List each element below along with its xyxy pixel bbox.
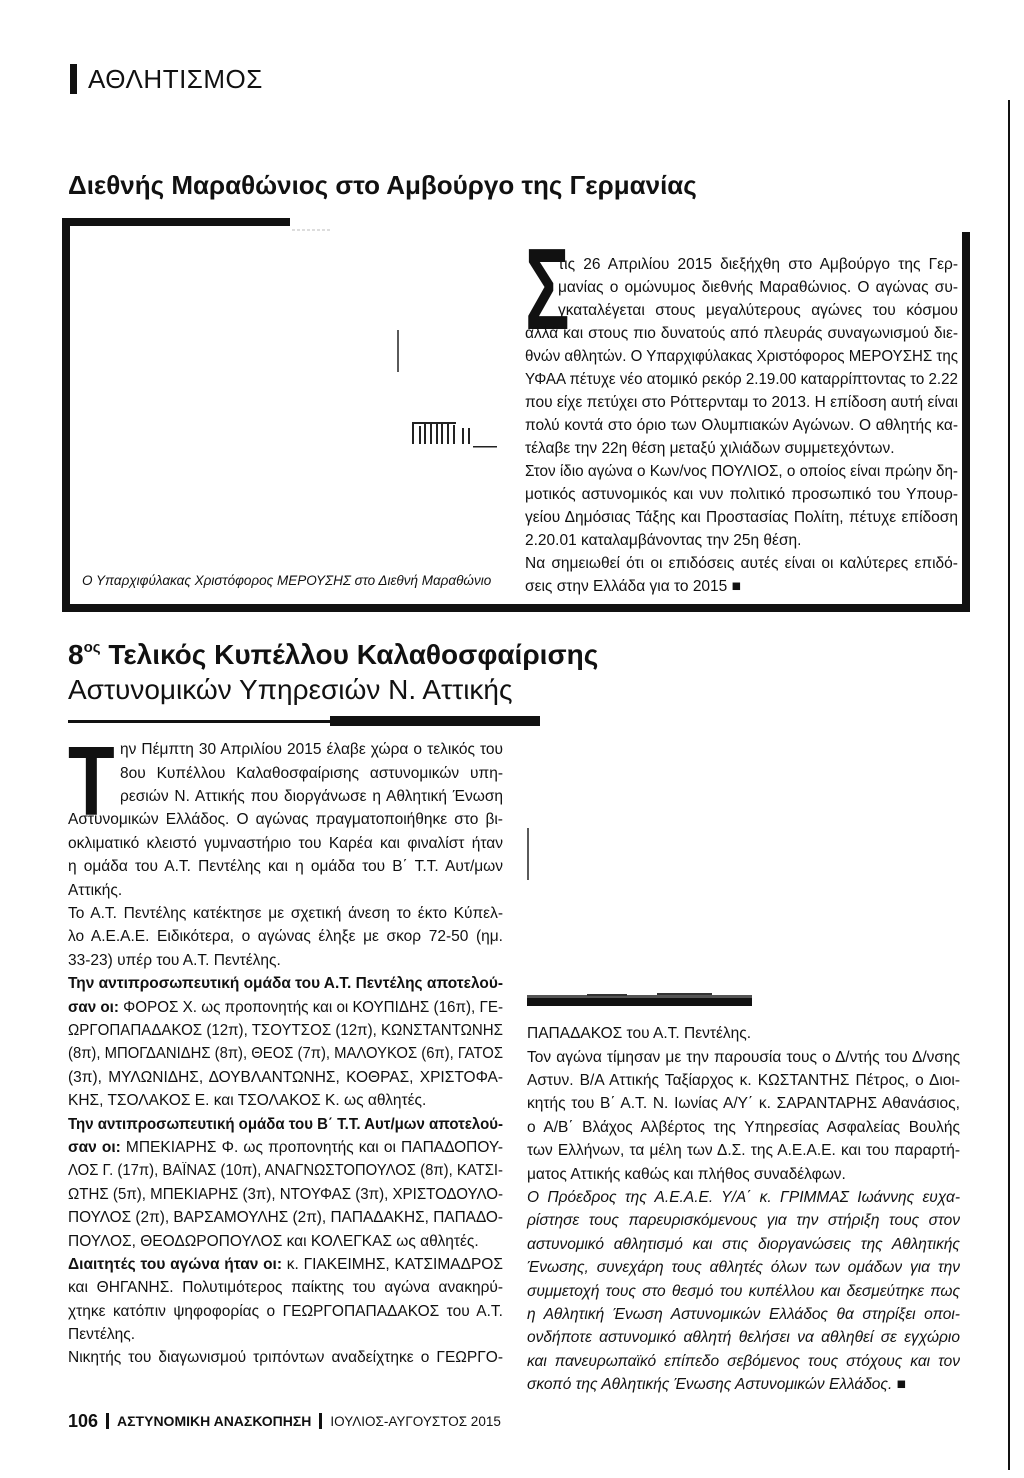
footer-separator	[319, 1413, 322, 1429]
text-bold-lead: Διαιτητές του αγώνα ήταν οι:	[68, 1255, 283, 1273]
basketball-photo	[527, 740, 960, 1010]
text-line: μανίας ο ομώνυμος διεθνής Μαραθώνιος. Ο αγώνας συ-	[558, 279, 959, 296]
text-line: Αττικής.	[68, 881, 123, 899]
text-line: κητής του Β΄ Α.Τ. Ν. Ιωνίας Α/Υ΄ κ. ΣΑΡΑΝΤΑΡΗΣ Αθανάσιος,	[527, 1095, 960, 1113]
text-line: 8ου Κυπέλλου Καλαθοσφαίρισης αστυνομικών υπη-	[120, 764, 504, 782]
text-line-italic: ονδήποτε αστυνομικό αθλητή θελήσει να αθληθεί σε εγχώριο	[527, 1329, 960, 1347]
text-line: πολύ κοντά στο όριο των Ολυμπιακών Αγώνων. Ο αθλητής κα-	[525, 417, 958, 434]
text-line: τις 26 Απριλίου 2015 διεξήχθη στο Αμβούργο της Γερ-	[558, 256, 958, 273]
title-number: 8	[68, 639, 84, 670]
text-line: μοτικός αστυνομικός και νυν πολιτικό προσωπικό του Υπουρ-	[525, 486, 959, 503]
text-line-italic: Ο Πρόεδρος της Α.Ε.Α.Ε. Υ/Α΄ κ. ΓΡΙΜΜΑΣ Ιωάννης ευχα-	[527, 1189, 960, 1207]
text-line: αλλά και στους πιο δυνατούς από πλευράς συναγωνισμού διε-	[525, 325, 959, 342]
article-title	[68, 638, 688, 672]
article-body-column	[525, 253, 958, 598]
text-line-italic: σκοπό της Αθλητικής Ένωσης Αστυνομικών Ελλάδος. ■	[527, 1376, 906, 1394]
article-body-right-column	[527, 1022, 960, 1396]
text-line: οκλιματικό κλειστό γυμναστήριο του Καρέα και φιναλίστ ήταν	[68, 834, 504, 852]
drop-cap: Τ	[68, 726, 115, 836]
text-line: ΩΤΗΣ (5π), ΜΠΕΚΙΑΡΗΣ (3π), ΝΤΟΥΦΑΣ (3π), ΧΡΙΣΤΟΔΟΥΛΟ-	[68, 1185, 504, 1203]
magazine-name: ΑΣΤΥΝΟΜΙΚΗ ΑΝΑΣΚΟΠΗΣΗ	[117, 1413, 312, 1429]
text-line-italic: συμμετοχή τους στο θεσμό του κυπέλλου και δεσμεύτηκε πως	[527, 1282, 961, 1300]
text-bold-lead: σαν οι:	[68, 1138, 121, 1156]
frame-left	[62, 218, 70, 612]
text-line: ΛΟΣ Γ. (17π), ΒΑΪΝΑΣ (10π), ΑΝΑΓΝΩΣΤΟΠΟΥΛΟΣ (8π), ΚΑΤΣΙ-	[68, 1162, 504, 1180]
text-line: Να σημειωθεί ότι οι επιδόσεις αυτές είναι οι καλύτερες επιδό-	[525, 555, 958, 572]
text-line: ην Πέμπτη 30 Απριλίου 2015 έλαβε χώρα ο τελικός του	[120, 741, 504, 759]
page-margin-rule	[1008, 100, 1010, 1470]
title-rule-thick	[330, 716, 540, 726]
text-bold-lead: σαν οι:	[68, 998, 119, 1016]
text-rest: ΦΟΡΟΣ Χ. ως προπονητής και οι ΚΟΥΠΙΔΗΣ (16π), ΓΕ-	[118, 998, 504, 1016]
text-line: 33-23) υπέρ του Α.Τ. Πεντέλης.	[68, 951, 281, 969]
drop-cap: Σ	[525, 224, 570, 354]
text-line: 2.20.01 καταλαμβάνοντας την 25η θέση.	[525, 532, 802, 549]
text-line: ΠΑΠΑΔΑΚΟΣ του Α.Τ. Πεντέλης.	[527, 1025, 752, 1043]
text-line	[68, 1253, 503, 1276]
text-line-italic: και πανευρωπαϊκό επίπεδο σεβόμενος τους στόχους και τον	[527, 1352, 961, 1370]
text-line-bold: Την αντιπροσωπευτική ομάδα του Β΄ Τ.Τ. Αυτ/μων αποτελού-	[68, 1115, 503, 1133]
photo-caption: Ο Υπαρχιφύλακας Χριστόφορος ΜΕΡΟΥΣΗΣ στο Διεθνή Μαραθώνιο	[82, 573, 492, 588]
text-line: ΠΟΥΛΟΣ (2π), ΒΑΡΣΑΜΟΥΛΗΣ (2π), ΠΑΠΑΔΑΚΗΣ, ΠΑΠΑΔΟ-	[68, 1209, 503, 1227]
page-footer	[68, 1409, 501, 1433]
text-line	[68, 996, 504, 1019]
text-line: Το Α.Τ. Πεντέλης κατέκτησε με σχετική άνεση το έκτο Κύπελ-	[68, 905, 503, 923]
text-line: λο Α.Ε.Α.Ε. Ειδικότερα, ο αγώνας έληξε με σκορ 72-50 (ημ.	[68, 928, 503, 946]
text-line: γκαταλέγεται στους μεγαλύτερους αγώνες του κόσμου	[558, 302, 958, 319]
text-line: θνών αθλητών. Ο Υπαρχιφύλακας Χριστόφορος ΜΕΡΟΥΣΗΣ της	[525, 348, 959, 365]
text-line-italic: αστυνομικό αθλητισμό και στις διοργανώσεις της Αθλητικής	[527, 1235, 960, 1253]
title-ordinal: ος	[83, 639, 101, 656]
text-line: σεις στην Ελλάδα για το 2015 ■	[525, 578, 741, 595]
text-rest: κ. ΓΙΑΚΕΙΜΗΣ, ΚΑΤΣΙΜΑΔΡΟΣ	[282, 1255, 503, 1273]
text-line: ΚΗΣ, ΤΣΟΛΑΚΟΣ Ε. και ΤΣΟΛΑΚΟΣ Κ. ως αθλητές.	[68, 1092, 427, 1110]
title-text: Τελικός Κυπέλλου Καλαθοσφαίρισης	[108, 639, 599, 670]
text-line: Στον ίδιο αγώνα ο Κων/νος ΠΟΥΛΙΟΣ, ο οποίος είναι πρώην δη-	[525, 463, 959, 480]
text-line: Νικητής του διαγωνισμού τριπόντων αναδείχτηκε ο ΓΕΩΡΓΟ-	[68, 1349, 503, 1367]
page-number: 106	[68, 1410, 99, 1431]
text-line: ΠΟΥΛΟΣ, ΘΕΟΔΩΡΟΠΟΥΛΟΣ και ΚΟΛΕΓΚΑΣ ως αθλητές.	[68, 1232, 479, 1250]
text-line: η ομάδα του Α.Τ. Πεντέλης και η ομάδα του Β΄ Τ.Τ. Αυτ/μων	[68, 858, 504, 876]
article-subtitle: Αστυνομικών Υπηρεσιών Ν. Αττικής	[68, 674, 513, 705]
text-line: Αστυνομικών Ελλάδος. Ο αγώνας πραγματοποιήθηκε στο βι-	[68, 811, 503, 829]
frame-bottom	[62, 604, 970, 612]
text-line: ΥΦΑΑ πέτυχε νέο ατομικό ρεκόρ 2.19.00 καταρρίπτοντας το 2.22	[525, 371, 958, 388]
text-line: ματος Αττικής καθώς και πλήθος συναδέλφων.	[527, 1165, 846, 1183]
text-line-italic: ρίστησε τους παρευρισκόμενους για την στήριξη τους στον	[527, 1212, 960, 1230]
text-line: ρεσιών Ν. Αττικής που διοργάνωσε η Αθλητική Ένωση	[120, 788, 504, 806]
text-line: τέλαβε την 22η θέση μεταξύ χιλιάδων συμμετεχόντων.	[525, 440, 895, 457]
section-marker-bar	[70, 64, 77, 94]
text-line: ο Α/Β΄ Βλάχος Αλβέρτος της Υπηρεσίας Ασφαλείας Βουλής	[527, 1118, 960, 1136]
text-line: και ΘΗΓΑΝΗΣ. Πολυτιμότερος παίκτης του αγώνα ανακηρύ-	[68, 1279, 504, 1297]
text-line-italic: η Αθλητική Ένωση Αστυνομικών Ελλάδος θα στηρίξει οποι-	[527, 1305, 960, 1323]
frame-top	[62, 218, 290, 226]
issue-date: ΙΟΥΛΙΟΣ-ΑΥΓΟΥΣΤΟΣ 2015	[330, 1413, 501, 1429]
text-line	[68, 1136, 503, 1159]
text-line: γείου Δημόσιας Τάξης και Προστασίας Πολίτη, πέτυχε επίδοση	[525, 509, 958, 526]
frame-right	[962, 232, 970, 612]
article-title: Διεθνής Μαραθώνιος στο Αμβούργο της Γερμανίας	[68, 170, 697, 200]
text-line: Πεντέλης.	[68, 1326, 136, 1344]
text-line: που είχε πετύχει στο Ρόττερνταμ το 2013. Η επίδοση αυτή είναι	[525, 394, 958, 411]
footer-separator	[106, 1413, 109, 1429]
text-rest: ΜΠΕΚΙΑΡΗΣ Φ. ως προπονητής και οι ΠΑΠΑΔΟΠΟΥ-	[120, 1138, 504, 1156]
text-line: χτηκε κατόπιν ψηφοφορίας ο ΓΕΩΡΓΟΠΑΠΑΔΑΚΟΣ του Α.Τ.	[68, 1302, 503, 1320]
text-line-bold: Την αντιπροσωπευτική ομάδα του Α.Τ. Πεντέλης αποτελού-	[68, 975, 504, 993]
text-line: Τον αγώνα τίμησαν με την παρουσία τους ο Δ/ντής του Δ/νσης	[527, 1048, 961, 1066]
text-line: ΩΡΓΟΠΑΠΑΔΑΚΟΣ (12π), ΤΣΟΥΤΣΟΣ (12π), ΚΩΝΣΤΑΝΤΩΝΗΣ	[68, 1021, 503, 1039]
text-line-italic: Ένωσης, συνεχάρη τους αθλητές όλων των ομάδων για την	[527, 1259, 961, 1277]
section-label: ΑΘΛΗΤΙΣΜΟΣ	[88, 64, 263, 94]
text-line: Αστυν. Β/Α Αττικής Ταξίαρχος κ. ΚΩΣΤΑΝΤΗΣ Πέτρος, ο Διοι-	[527, 1072, 961, 1090]
text-line: (8π), ΜΠΟΓΔΑΝΙΔΗΣ (8π), ΘΕΟΣ (7π), ΜΑΛΟΥΚΟΣ (6π), ΓΑΤΟΣ	[68, 1045, 504, 1063]
text-line: των Ελλήνων, τα μέλη των Δ.Σ. της Α.Ε.Α.Ε. και του παραρτή-	[527, 1142, 961, 1160]
article-body-left-column	[68, 738, 503, 1370]
marathon-photo	[70, 226, 505, 604]
text-line: (3π), ΜΥΛΩΝΙΔΗΣ, ΔΟΥΒΛΑΝΤΩΝΗΣ, ΚΟΘΡΑΣ, ΧΡΙΣΤΟΦΑ-	[68, 1068, 503, 1086]
